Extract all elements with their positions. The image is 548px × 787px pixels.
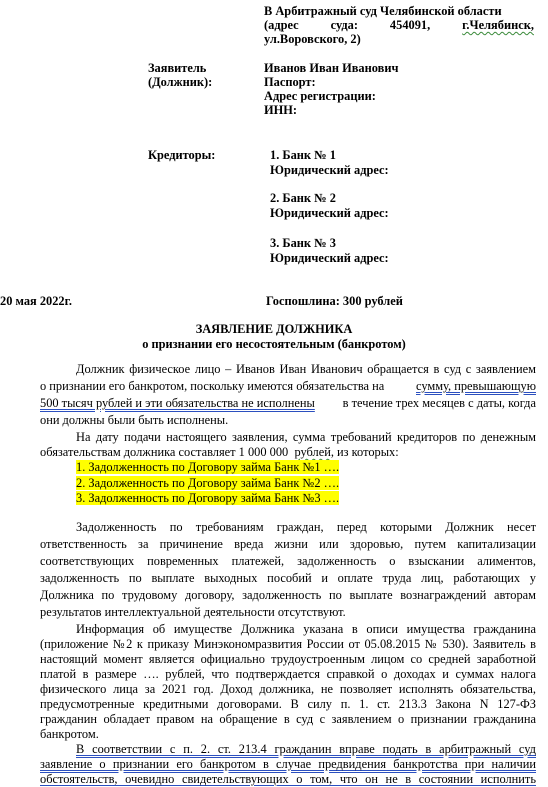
court-address-street: ул.Воровского, 2) [264,32,361,46]
body-line: настоящий момент является официально трудоустроенным лицом со средней заработной [40,652,536,666]
body-line: обстоятельств, очевидно свидетельствующих о том, что он не в состоянии исполнить [40,772,536,786]
body-line: предусмотренные кредитными договорами. В силу п. 1. ст. 213.3 Закона N 127-ФЗ [40,697,536,711]
court-address-part: 454091, [389,18,431,32]
creditor-name: 1. Банк № 1 [270,148,336,162]
creditors-label: Кредиторы: [148,148,216,162]
body-line: результатов интеллектуальной деятельности отсутствуют. [40,605,346,619]
body-line: банкротом. [40,727,99,741]
body-text-underlined: 500 тысяч рублей и эти обязательства не исполнены [40,396,315,410]
body-line: гражданин обладает правом на обращение в суд с заявлением о признании гражданина [40,712,536,726]
document-subtitle: о признании его несостоятельным (банкротом) [142,337,406,351]
body-text-squiggle: рублей [294,445,331,459]
debt-item-text: 1. Задолженность по Договору займа Банк №1 …. [76,460,340,474]
body-line: (приложение №2 к приказу Минэкономразвития России от 05.08.2015 № 530). Заявитель в [40,637,536,651]
court-address-part: (адрес [264,18,299,32]
court-address-part: суда: [330,18,358,32]
document-date: 20 мая 2022г. [0,294,72,308]
body-line: платой в размере …. рублей, что подтверждается справкой о доходах и суммах налога [40,667,536,681]
creditor-address: Юридический адрес: [270,206,389,220]
debt-item [76,459,339,475]
body-line: соответствующих повременных платежей, задолженность о взыскании алиментов, [40,554,536,568]
applicant-label: Заявитель [148,61,207,75]
state-fee: Госпошлина: 300 рублей [266,294,403,308]
applicant-inn: ИНН: [264,103,298,117]
body-line: они должны были быть исполнены. [40,413,229,427]
body-text: о признании его банкротом, поскольку имеются обязательства на [40,379,385,393]
applicant-address: Адрес регистрации: [264,89,376,103]
body-text-underlined: сумму, превышающую [416,379,536,393]
court-address-part: г.Челябинск, [462,18,534,32]
debt-item [76,490,339,506]
debt-item-text: 3. Задолженность по Договору займа Банк №3 …. [76,491,340,505]
applicant-name: Иванов Иван Иванович [264,61,399,75]
body-line: Должника по трудовому договору, задолженность по выплате вознаграждений авторам [40,588,536,602]
court-name: В Арбитражный суд Челябинской области [264,4,502,18]
applicant-label-sub: (Должник): [148,75,213,89]
body-line: На дату подачи настоящего заявления, сумма требований кредиторов по денежным [76,430,536,444]
body-line: В соответствии с п. 2. ст. 213.4 гражданин вправе подать в арбитражный суд [76,742,536,756]
body-line [40,395,536,411]
body-text: , из которых: [330,445,399,459]
body-line: заявление о признании его банкротом в случае предвидения банкротства при наличии [40,757,536,771]
body-line: задолженность по выплате выходных пособий и оплате труда лиц, работающих у [40,571,536,585]
body-line: Информация об имуществе Должника указана в описи имущества гражданина [76,622,536,636]
body-line [40,378,536,394]
body-line: ответственность за причинение вреда жизни или здоровью, путем капитализации [40,537,536,551]
body-text: обязательствам должника составляет 1 000 000 [40,445,289,459]
body-line [40,444,399,460]
creditor-name: 2. Банк № 2 [270,191,336,205]
debt-item-text: 2. Задолженность по Договору займа Банк №2 …. [76,476,340,490]
debt-item [76,475,339,491]
document-title: ЗАЯВЛЕНИЕ ДОЛЖНИКА [195,322,353,336]
body-line: Должник физическое лицо – Иванов Иван Иванович обращается в суд с заявлением [76,362,536,376]
body-line: физического лица за 2021 год. Доход должника, не позволяет исполнять обязательства, [40,682,536,696]
applicant-passport: Паспорт: [264,75,316,89]
body-text: в течение трех месяцев с даты, когда [342,396,536,410]
creditor-name: 3. Банк № 3 [270,236,336,250]
creditor-address: Юридический адрес: [270,251,389,265]
body-line: Задолженность по требованиям граждан, перед которыми Должник несет [76,520,536,534]
creditor-address: Юридический адрес: [270,163,389,177]
